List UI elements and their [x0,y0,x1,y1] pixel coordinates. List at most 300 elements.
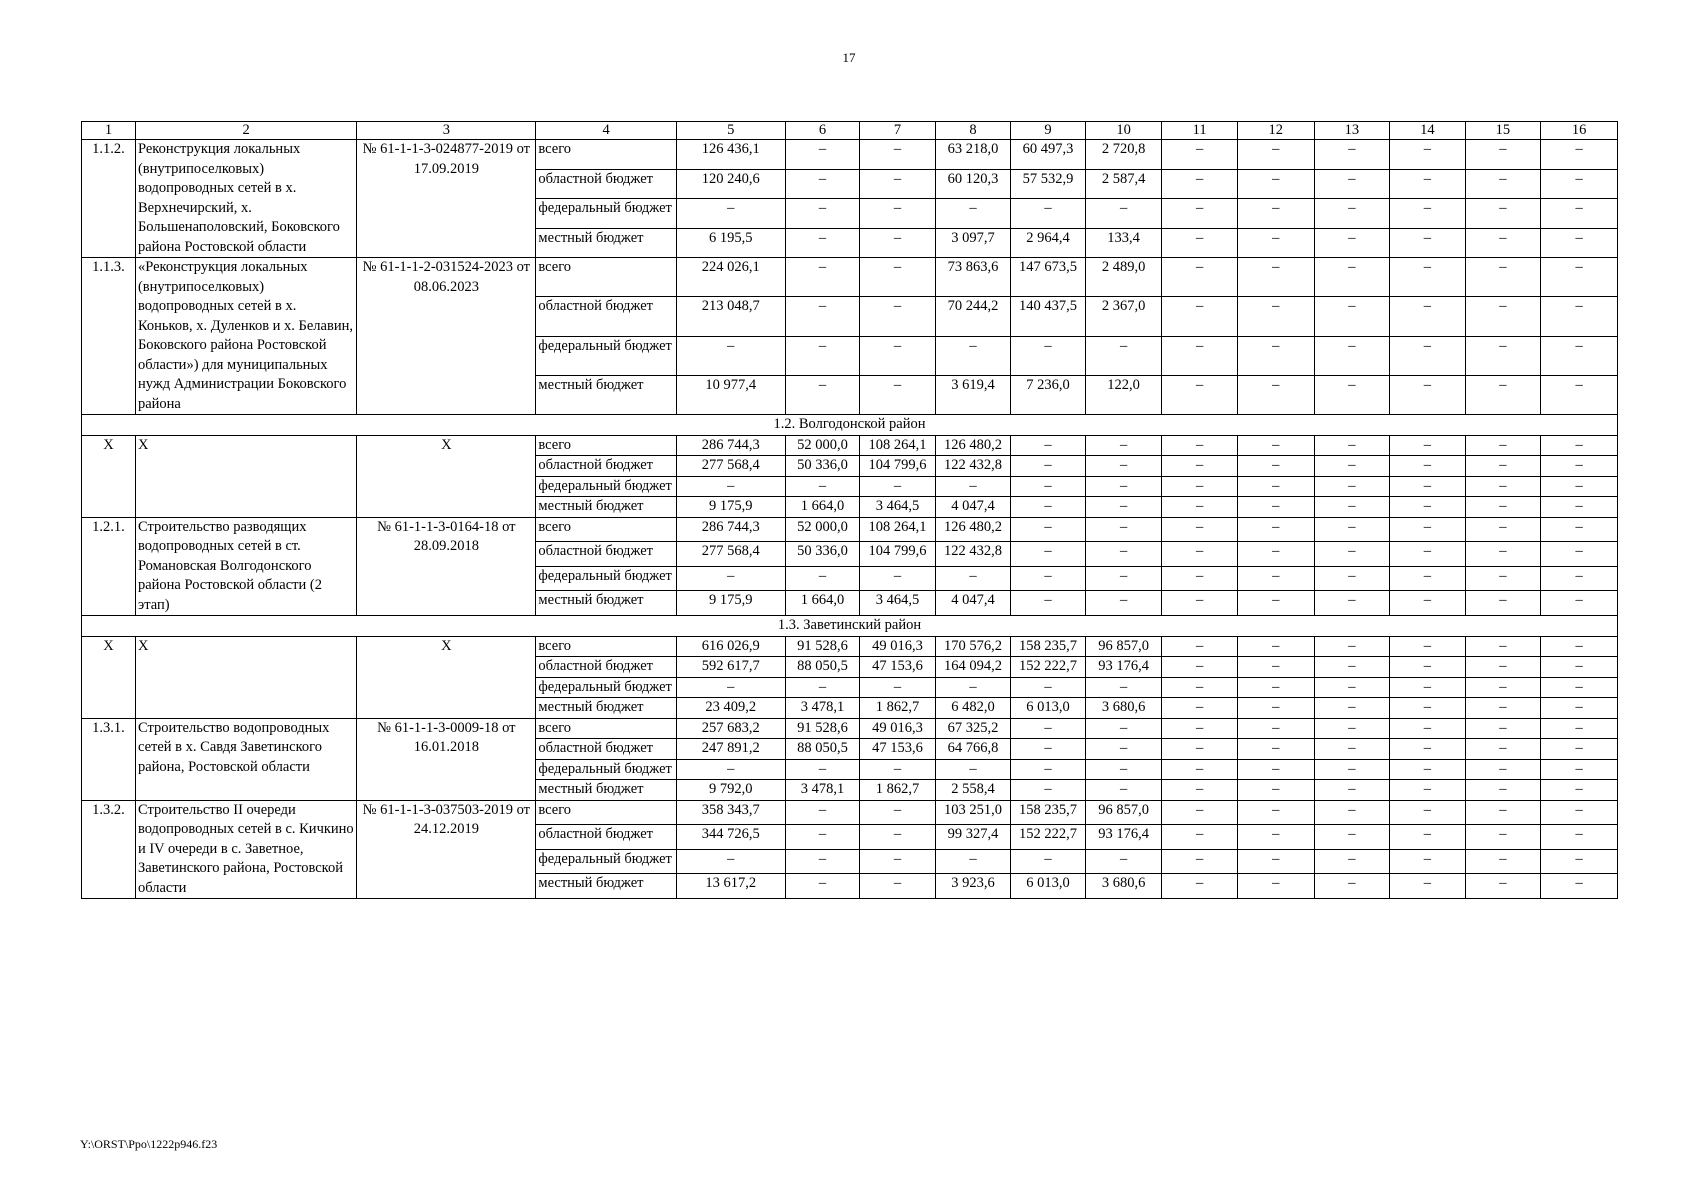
funding-source: областной бюджет [536,739,676,760]
value-cell: 122,0 [1085,375,1162,414]
value-cell: – [1314,199,1390,229]
value-cell: – [785,759,859,780]
item-name: Х [135,435,356,517]
value-cell: – [1314,739,1390,760]
value-cell: – [1162,825,1238,850]
value-cell: 96 857,0 [1085,800,1162,825]
value-cell: – [1541,591,1618,616]
value-cell: – [860,336,936,375]
value-cell: – [1011,849,1085,874]
value-cell: – [676,199,785,229]
value-cell: – [1162,140,1238,170]
column-header: 8 [935,122,1011,140]
value-cell: – [1465,636,1541,657]
value-cell: – [1390,228,1466,258]
value-cell: 126 480,2 [935,517,1011,542]
value-cell: – [1162,169,1238,199]
value-cell: – [1085,199,1162,229]
value-cell: – [1465,591,1541,616]
value-cell: – [1390,874,1466,899]
value-cell: – [1541,375,1618,414]
value-cell: – [1237,874,1314,899]
value-cell: 286 744,3 [676,517,785,542]
table-row [82,800,1618,825]
value-cell: 7 236,0 [1011,375,1085,414]
value-cell: 104 799,6 [860,456,936,477]
value-cell: – [1541,677,1618,698]
funding-source: местный бюджет [536,591,676,616]
value-cell: – [1162,849,1238,874]
value-cell: 6 482,0 [935,698,1011,719]
value-cell: – [860,800,936,825]
value-cell: 3 619,4 [935,375,1011,414]
value-cell: – [1237,718,1314,739]
value-cell: – [1011,336,1085,375]
value-cell: 133,4 [1085,228,1162,258]
value-cell: 2 720,8 [1085,140,1162,170]
value-cell: – [1390,199,1466,229]
item-name: Реконструкция локальных (внутрипоселковых) водопроводных сетей в х. Верхнечирский, х. Большенаполовский, Боковского района Ростовской области [135,140,356,258]
value-cell: 1 664,0 [785,591,859,616]
value-cell: – [1314,825,1390,850]
value-cell: – [1465,800,1541,825]
value-cell: – [1237,517,1314,542]
value-cell: 3 478,1 [785,698,859,719]
value-cell: – [1541,228,1618,258]
value-cell: – [1314,517,1390,542]
value-cell: – [1314,591,1390,616]
value-cell: – [1314,456,1390,477]
funding-source: федеральный бюджет [536,476,676,497]
funding-source: федеральный бюджет [536,759,676,780]
value-cell: – [1314,657,1390,678]
value-cell: – [1162,874,1238,899]
value-cell: – [1541,456,1618,477]
item-name: Х [135,636,356,718]
value-cell: – [1162,780,1238,801]
value-cell: – [1237,140,1314,170]
value-cell: 88 050,5 [785,657,859,678]
value-cell: – [1085,435,1162,456]
value-cell: 10 977,4 [676,375,785,414]
value-cell: – [1541,698,1618,719]
column-header: 15 [1465,122,1541,140]
value-cell: – [1465,435,1541,456]
value-cell: 47 153,6 [860,739,936,760]
value-cell: 277 568,4 [676,542,785,567]
value-cell: 4 047,4 [935,591,1011,616]
item-number: 1.1.3. [82,258,136,415]
value-cell: 60 497,3 [1011,140,1085,170]
value-cell: – [1314,718,1390,739]
value-cell: – [1390,591,1466,616]
column-header: 5 [676,122,785,140]
column-header: 1 [82,122,136,140]
funding-source: местный бюджет [536,375,676,414]
value-cell: – [1541,199,1618,229]
value-cell: – [1465,759,1541,780]
value-cell: 277 568,4 [676,456,785,477]
value-cell: – [1011,199,1085,229]
value-cell: – [1085,591,1162,616]
value-cell: – [1162,800,1238,825]
value-cell: – [1390,780,1466,801]
value-cell: – [1085,336,1162,375]
value-cell: – [1011,566,1085,591]
value-cell: 1 664,0 [785,497,859,518]
column-header: 16 [1541,122,1618,140]
funding-source: федеральный бюджет [536,199,676,229]
value-cell: – [1085,759,1162,780]
funding-source: местный бюджет [536,874,676,899]
value-cell: – [1085,456,1162,477]
table-row [82,140,1618,170]
value-cell: – [1162,228,1238,258]
value-cell: – [1465,456,1541,477]
funding-source: всего [536,800,676,825]
value-cell: – [1465,657,1541,678]
value-cell: – [1541,566,1618,591]
value-cell: – [1390,825,1466,850]
value-cell: – [1011,476,1085,497]
value-cell: – [1314,435,1390,456]
value-cell: – [1541,718,1618,739]
value-cell: – [1541,435,1618,456]
value-cell: – [1314,800,1390,825]
value-cell: – [860,849,936,874]
value-cell: – [785,849,859,874]
value-cell: 1 862,7 [860,780,936,801]
value-cell: – [860,228,936,258]
value-cell: – [860,297,936,336]
value-cell: – [1011,517,1085,542]
value-cell: – [785,566,859,591]
value-cell: – [1390,849,1466,874]
value-cell: – [1314,566,1390,591]
value-cell: – [935,199,1011,229]
value-cell: – [676,849,785,874]
value-cell: – [1541,297,1618,336]
value-cell: – [1465,297,1541,336]
item-number: Х [82,435,136,517]
value-cell: – [1390,336,1466,375]
value-cell: – [1390,657,1466,678]
funding-source: всего [536,636,676,657]
column-header: 6 [785,122,859,140]
funding-source: областной бюджет [536,657,676,678]
value-cell: 120 240,6 [676,169,785,199]
value-cell: – [1237,258,1314,297]
value-cell: – [1237,542,1314,567]
value-cell: – [1390,258,1466,297]
value-cell: – [1237,456,1314,477]
value-cell: – [785,677,859,698]
value-cell: – [1237,566,1314,591]
value-cell: – [1314,636,1390,657]
section-row [82,616,1618,637]
value-cell: – [1541,476,1618,497]
value-cell: 70 244,2 [935,297,1011,336]
value-cell: 9 175,9 [676,497,785,518]
item-name: Строительство II очереди водопроводных сетей в с. Кичкино и IV очереди в с. Заветное, Заветинского района, Ростовской области [135,800,356,899]
column-header: 7 [860,122,936,140]
value-cell: 3 464,5 [860,591,936,616]
value-cell: – [785,169,859,199]
funding-source: всего [536,258,676,297]
value-cell: 57 532,9 [1011,169,1085,199]
value-cell: 67 325,2 [935,718,1011,739]
value-cell: – [1162,476,1238,497]
value-cell: – [1465,718,1541,739]
value-cell: 6 013,0 [1011,698,1085,719]
value-cell: – [1162,517,1238,542]
value-cell: – [1162,591,1238,616]
value-cell: – [676,476,785,497]
value-cell: – [1085,677,1162,698]
value-cell: – [1237,375,1314,414]
column-header: 2 [135,122,356,140]
table-row [82,718,1618,739]
value-cell: – [1541,140,1618,170]
value-cell: – [1390,375,1466,414]
value-cell: – [1541,780,1618,801]
value-cell: 104 799,6 [860,542,936,567]
value-cell: 99 327,4 [935,825,1011,850]
value-cell: – [785,375,859,414]
value-cell: 1 862,7 [860,698,936,719]
value-cell: – [1011,739,1085,760]
value-cell: 344 726,5 [676,825,785,850]
value-cell: – [1011,718,1085,739]
value-cell: – [1314,258,1390,297]
value-cell: 213 048,7 [676,297,785,336]
value-cell: – [860,566,936,591]
value-cell: – [1237,825,1314,850]
value-cell: – [1237,739,1314,760]
value-cell: – [1085,517,1162,542]
value-cell: – [1237,228,1314,258]
value-cell: – [1390,517,1466,542]
value-cell: – [1162,375,1238,414]
value-cell: – [1314,375,1390,414]
value-cell: – [785,476,859,497]
value-cell: – [1162,497,1238,518]
value-cell: – [785,800,859,825]
value-cell: – [1541,874,1618,899]
value-cell: – [860,476,936,497]
value-cell: – [1162,297,1238,336]
value-cell: – [1011,435,1085,456]
value-cell: 6 195,5 [676,228,785,258]
value-cell: 126 480,2 [935,435,1011,456]
value-cell: – [1011,677,1085,698]
value-cell: 108 264,1 [860,435,936,456]
column-header: 11 [1162,122,1238,140]
value-cell: – [1314,780,1390,801]
value-cell: 60 120,3 [935,169,1011,199]
value-cell: – [1162,739,1238,760]
value-cell: – [860,169,936,199]
value-cell: 152 222,7 [1011,825,1085,850]
value-cell: 103 251,0 [935,800,1011,825]
value-cell: 616 026,9 [676,636,785,657]
value-cell: – [1465,497,1541,518]
value-cell: – [860,759,936,780]
column-header: 14 [1390,122,1466,140]
value-cell: – [935,566,1011,591]
value-cell: – [1541,657,1618,678]
value-cell: 96 857,0 [1085,636,1162,657]
page-number: 17 [842,50,856,65]
financing-table [81,121,1618,899]
value-cell: 93 176,4 [1085,825,1162,850]
value-cell: – [1085,542,1162,567]
value-cell: 2 558,4 [935,780,1011,801]
value-cell: – [860,199,936,229]
value-cell: – [785,825,859,850]
item-number: 1.3.2. [82,800,136,899]
item-document: № 61-1-1-2-031524-2023 от 08.06.2023 [357,258,536,415]
value-cell: – [1390,497,1466,518]
value-cell: – [1085,849,1162,874]
value-cell: – [860,825,936,850]
funding-source: всего [536,718,676,739]
value-cell: 3 097,7 [935,228,1011,258]
value-cell: – [1237,636,1314,657]
value-cell: – [1237,849,1314,874]
value-cell: – [935,677,1011,698]
value-cell: – [1237,199,1314,229]
value-cell: – [1237,677,1314,698]
value-cell: – [1237,759,1314,780]
value-cell: 88 050,5 [785,739,859,760]
value-cell: – [1314,297,1390,336]
value-cell: – [1541,497,1618,518]
value-cell: 122 432,8 [935,456,1011,477]
value-cell: – [1465,677,1541,698]
value-cell: – [1085,497,1162,518]
funding-source: всего [536,517,676,542]
value-cell: – [1085,476,1162,497]
value-cell: – [1162,566,1238,591]
value-cell: – [1390,800,1466,825]
value-cell: – [1314,542,1390,567]
value-cell: – [1465,199,1541,229]
value-cell: – [1011,456,1085,477]
value-cell: – [1465,517,1541,542]
value-cell: – [676,336,785,375]
value-cell: – [1465,874,1541,899]
value-cell: 126 436,1 [676,140,785,170]
value-cell: – [1465,825,1541,850]
value-cell: – [1162,542,1238,567]
column-header: 9 [1011,122,1085,140]
value-cell: – [1314,698,1390,719]
value-cell: 122 432,8 [935,542,1011,567]
funding-source: всего [536,140,676,170]
value-cell: – [1237,698,1314,719]
value-cell: – [1162,759,1238,780]
value-cell: – [1237,336,1314,375]
value-cell: – [1465,542,1541,567]
value-cell: – [1390,698,1466,719]
value-cell: – [860,140,936,170]
value-cell: – [1314,874,1390,899]
value-cell: – [785,874,859,899]
value-cell: – [1390,759,1466,780]
value-cell: – [1465,566,1541,591]
column-header: 10 [1085,122,1162,140]
value-cell: – [1390,476,1466,497]
value-cell: – [785,297,859,336]
value-cell: 3 478,1 [785,780,859,801]
funding-source: местный бюджет [536,228,676,258]
value-cell: – [1314,336,1390,375]
column-header: 3 [357,122,536,140]
value-cell: 158 235,7 [1011,636,1085,657]
item-name: Строительство разводящих водопроводных сетей в ст. Романовская Волгодонского района Ростовской области (2 этап) [135,517,356,616]
value-cell: – [935,759,1011,780]
value-cell: – [785,199,859,229]
value-cell: 158 235,7 [1011,800,1085,825]
value-cell: – [1390,169,1466,199]
value-cell: 64 766,8 [935,739,1011,760]
value-cell: – [1162,698,1238,719]
value-cell: – [1314,140,1390,170]
value-cell: – [1390,456,1466,477]
value-cell: 6 013,0 [1011,874,1085,899]
value-cell: – [1390,677,1466,698]
column-header: 13 [1314,122,1390,140]
funding-source: местный бюджет [536,780,676,801]
value-cell: – [1465,258,1541,297]
value-cell: – [1314,169,1390,199]
value-cell: – [1237,169,1314,199]
value-cell: 49 016,3 [860,718,936,739]
header-row [82,122,1618,140]
value-cell: – [1237,780,1314,801]
value-cell: – [1237,800,1314,825]
value-cell: – [1465,375,1541,414]
value-cell: – [1162,456,1238,477]
value-cell: 91 528,6 [785,636,859,657]
value-cell: 2 964,4 [1011,228,1085,258]
value-cell: 52 000,0 [785,517,859,542]
value-cell: – [1541,258,1618,297]
value-cell: – [1237,297,1314,336]
value-cell: – [676,759,785,780]
item-document: № 61-1-1-3-037503-2019 от 24.12.2019 [357,800,536,899]
value-cell: – [1390,566,1466,591]
value-cell: 73 863,6 [935,258,1011,297]
value-cell: 3 680,6 [1085,698,1162,719]
value-cell: – [1085,718,1162,739]
value-cell: – [1541,800,1618,825]
value-cell: – [1541,542,1618,567]
value-cell: – [1162,677,1238,698]
value-cell: – [935,849,1011,874]
funding-source: федеральный бюджет [536,336,676,375]
value-cell: – [1011,497,1085,518]
value-cell: 224 026,1 [676,258,785,297]
value-cell: – [1541,636,1618,657]
value-cell: – [1465,228,1541,258]
section-title: 1.2. Волгодонской район [82,415,1618,436]
item-document: Х [357,435,536,517]
item-document: № 61-1-1-3-0009-18 от 16.01.2018 [357,718,536,800]
value-cell: – [1237,591,1314,616]
section-row [82,415,1618,436]
